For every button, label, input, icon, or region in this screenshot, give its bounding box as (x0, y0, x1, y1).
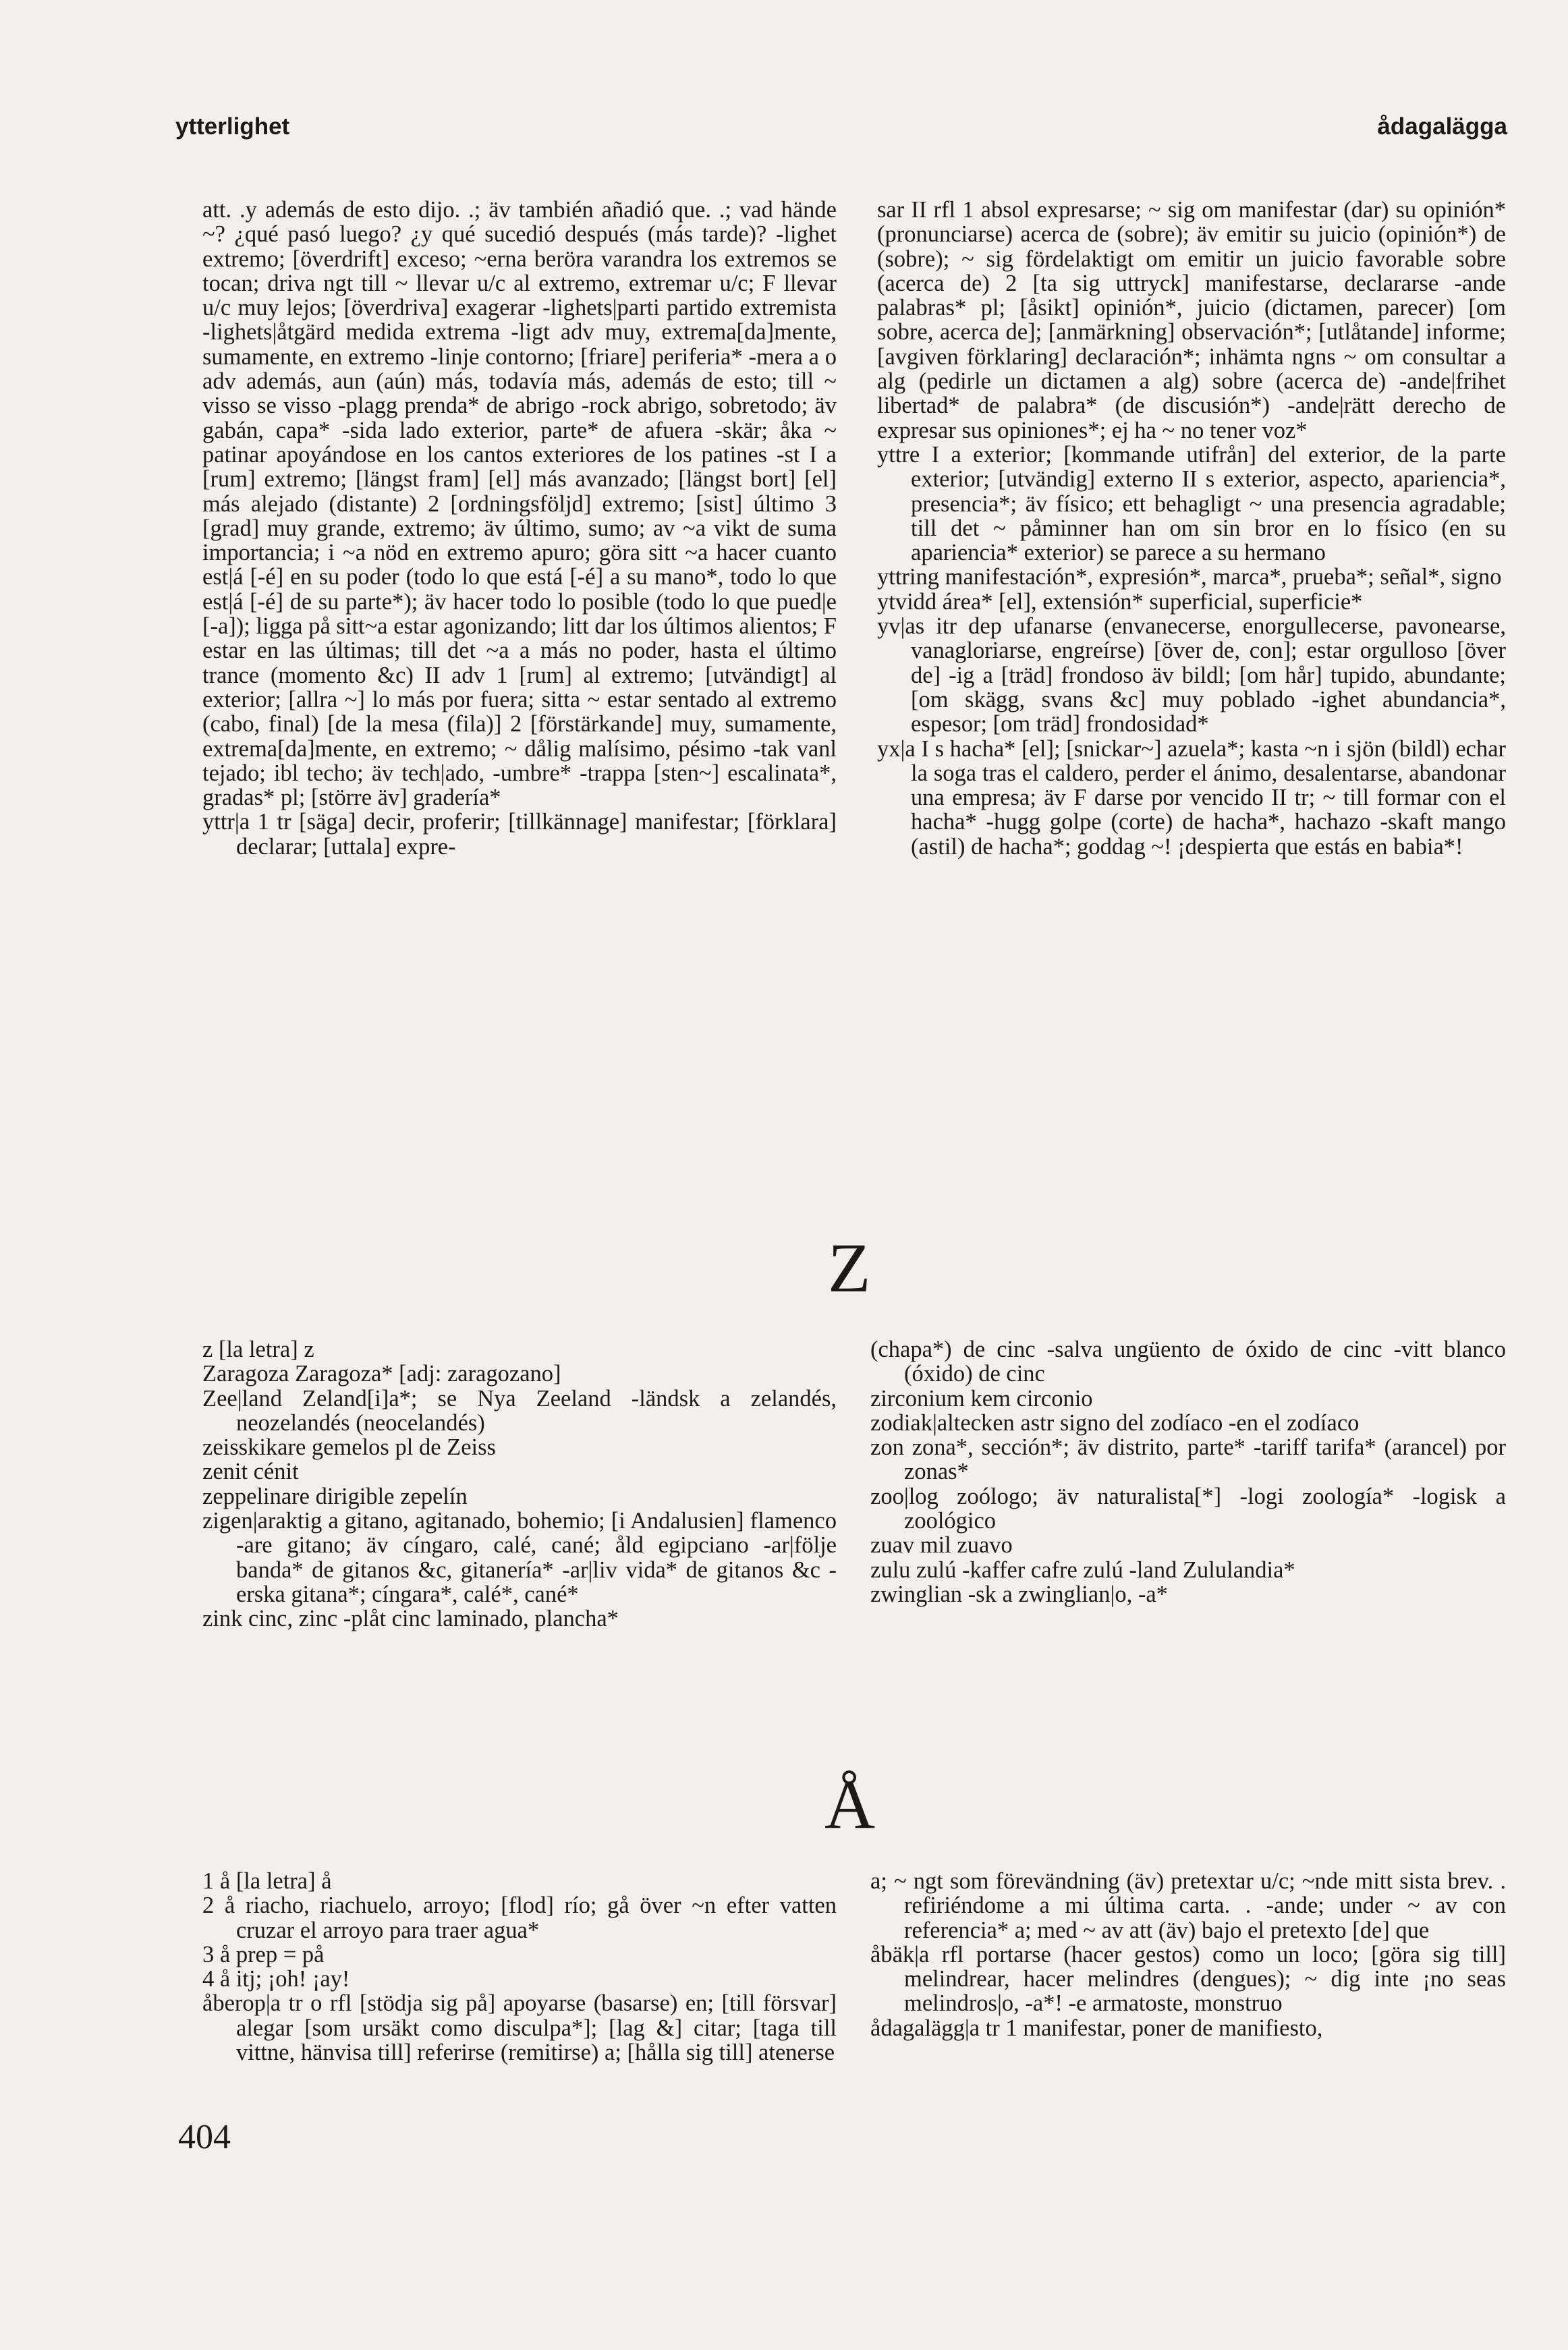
entry-ytvidd: ytvidd área* [el], extensión* superficial, superficie* (877, 588, 1363, 615)
entry-adagalagga: ådagalägg|a tr 1 manifestar, poner de manifiesto, (870, 2015, 1323, 2041)
entry-yttra-cont: sar II rfl 1 absol expresarse; ~ sig om manifestar (dar) su opinión* (pronunciarse) acerca de (sobre); äv emitir su juicio (opinión*) de (sobre); ~ sig fördelaktigt om emitir un juicio favorable sobre (acerca de) 2 [ta sig uttryck] manifestarse, declararse -ande palabras* pl; [åsikt] opinión*, juicio (dictamen, parecer) [om sobre, acerca de]; [anmärkning] observación*; [utlåtande] informe; [avgiven förklaring] declaración*; inhämta ngns ~ om consultar a alg (pedirle un dictamen a alg) sobre (acerca de) -ande|frihet libertad* de palabra* (de discusión*) -ande|rätt derecho de expresar sus opiniones*; ej ha ~ no tener voz* (877, 197, 1506, 443)
entry-yttra: yttr|a 1 tr [säga] decir, proferir; [tillkännage] manifestar; [förklara] declarar; [uttala] expre- (202, 809, 837, 860)
entry-zirconium: zirconium kem circonio (870, 1385, 1093, 1411)
entry-abaka: åbäk|a rfl portarse (hacer gestos) como un loco; [göra sig till] melindrear, hacer melindres (dengues); ~ dig inte ¡no seas melindros|o, -a*! -e armatoste, monstruo (870, 1941, 1506, 2017)
column-right-y (877, 198, 1506, 859)
entry-zink-cont: (chapa*) de cinc -salva ungüento de óxido de cinc -vitt blanco (óxido) de cinc (870, 1337, 1506, 1387)
entry-aberopa: åberop|a tr o rfl [stödja sig på] apoyarse (basarse) en; [till försvar] alegar [som ursäkt como disculpa*]; [lag &] citar; [taga till vittne, hänvisa till] referirse (remitirse) a; [hålla sig till] atenerse (202, 1990, 837, 2066)
entry-z: z [la letra] z (202, 1337, 314, 1362)
column-left-z (202, 1337, 837, 1631)
entry-4-a: 4 å itj; ¡oh! ¡ay! (202, 1966, 350, 1992)
section-letter-a-ring: Å (824, 1766, 876, 1843)
entry-zuav: zuav mil zuavo (870, 1532, 1013, 1559)
column-left-y (202, 198, 837, 859)
entry-zaragoza: Zaragoza Zaragoza* [adj: zaragozano] (202, 1361, 561, 1387)
entry-zeppelinare: zeppelinare dirigible zepelín (202, 1483, 468, 1509)
entry-zon: zon zona*, sección*; äv distrito, parte* -tariff tarifa* (arancel) por zonas* (870, 1434, 1506, 1485)
running-head-right: ådagalägga (1377, 113, 1507, 140)
entry-zwinglian: zwinglian -sk a zwinglian|o, -a* (870, 1581, 1168, 1607)
entry-zeisskikare: zeisskikare gemelos pl de Zeiss (202, 1434, 496, 1461)
entry-zulu: zulu zulú -kaffer cafre zulú -land Zululandia* (870, 1557, 1295, 1583)
entry-zeeland: Zee|land Zeland[i]a*; se Nya Zeeland -ländsk a zelandés, neozelandés (neocelandés) (202, 1385, 837, 1436)
column-right-z (870, 1337, 1506, 1606)
entry-zodiak: zodiak|altecken astr signo del zodíaco -en el zodíaco (870, 1409, 1360, 1436)
column-right-a-ring (870, 1869, 1506, 2040)
entry-zoolog: zoo|log zoólogo; äv naturalista[*] -logi zoología* -logisk a zoológico (870, 1483, 1506, 1534)
entry-zigenare: zigen|araktig a gitano, agitanado, bohemio; [i Andalusien] flamenco -are gitano; äv cíngaro, calé, cané; åld egipciano -ar|följe banda* de gitanos &c, gitanería* -ar|liv vida* de gitanos &c -erska gitana*; cíngara*, calé*, cané* (202, 1508, 837, 1607)
entry-yttring: yttring manifestación*, expresión*, marca*, prueba*; señal*, signo (877, 564, 1502, 590)
entry-yttre: yttre I a exterior; [kommande utifrån] del exterior, de la parte exterior; [utvändig] externo II s exterior, aspecto, apariencia*, presencia*; äv físico; ett behagligt ~ una presencia agradable; till det ~ påminner han om sin bror en lo físico (en su apariencia* exterior) se parece a su hermano (877, 441, 1506, 566)
entry-yvas: yv|as itr dep ufanarse (envanecerse, enorgullecerse, pavonearse, vanagloriarse, engreírse) [över de, con]; estar orgulloso [över de] -ig a [träd] frondoso äv bildl; [om hår] tupido, abundante; [om skägg, svans &c] muy poblado -ighet abundancia*, espesor; [om träd] frondosidad* (877, 613, 1506, 737)
entry-3-a: 3 å prep = på (202, 1941, 325, 1967)
entry-yxa: yx|a I s hacha* [el]; [snickar~] azuela*; kasta ~n i sjön (bildl) echar la soga tras el caldero, perder el ánimo, desalentarse, abandonar una empresa; äv F darse por vencido II tr; ~ till formar con el hacha* -hugg golpe (corte) de hacha*, hachazo -skaft mango (astil) de hacha*; goddag ~! ¡despierta que estás en babia*! (877, 735, 1506, 860)
entry-1-a: 1 å [la letra] å (202, 1868, 332, 1894)
entry-2-a: 2 å riacho, riachuelo, arroyo; [flod] río; gå över ~n efter vatten cruzar el arroyo para traer agua* (202, 1893, 837, 1943)
column-left-a-ring (202, 1869, 837, 2065)
entry-aberopa-cont: a; ~ ngt som förevändning (äv) pretextar u/c; ~nde mitt sista brev. . refiriéndome a mi última carta. . -ande; under ~ av con referencia* a; med ~ av att (äv) bajo el pretexto [de] que (870, 1868, 1506, 1943)
running-head-left: ytterlighet (175, 113, 290, 140)
entry-ytterlighet: att. .y además de esto dijo. .; äv también añadió que. .; vad hände ~? ¿qué pasó luego? ¿y qué sucedió después (más tarde)? -lighet extremo; [överdrift] exceso; ~erna beröra varandra los extremos se tocan; driva ngt till ~ llevar u/c al extremo, extremar u/c; F llevar u/c muy lejos; [överdriva] exagerar -lighets|parti partido extremista -lighets|åtgärd medida extrema -ligt adv muy, extrema[da]mente, sumamente, en extremo -linje contorno; [friare] periferia* -mera a o adv además, aun (aún) más, todavía más, además de esto; till ~ visso se visso -plagg prenda* de abrigo -rock abrigo, sobretodo; äv gabán, capa* -sida lado exterior, parte* de afuera -skär; åka ~ patinar apoyándose en los cantos exteriores de los patines -st I a [rum] extremo; [längst fram] [el] más avanzado; [längst bort] [el] más alejado (distante) 2 [ordningsföljd] extremo; [sist] último 3 [grad] muy grande, extremo; äv último, sumo; av ~a vikt de suma importancia; i ~a nöd en extremo apuro; göra sitt ~a hacer cuanto est|á [-é] en su poder (todo lo que está [-é] a su mano*, todo lo que est|á [-é] de su parte*); äv hacer todo lo posible (todo lo que pued|e [-a]); ligga på sitt~a estar agonizando; litt dar los últimos alientos; F estar en las últimas; till det ~a a más no poder, hasta el último trance (momento &c) II adv 1 [rum] al extremo; [utvändigt] al exterior; [allra ~] lo más por fuera; sitta ~ estar sentado al extremo (cabo, final) [de la mesa (fila)] 2 [förstärkande] muy, sumamente, extrema[da]mente, en extremo; ~ dålig malísimo, pésimo -tak vanl tejado; ibl techo; äv tech|ado, -umbre* -trappa [sten~] escalinata*, gradas* pl; [större äv] gradería* (202, 197, 837, 811)
section-letter-z: Z (828, 1229, 871, 1307)
page-number: 404 (178, 2118, 231, 2156)
entry-zink: zink cinc, zinc -plåt cinc laminado, plancha* (202, 1606, 619, 1632)
entry-zenit: zenit cénit (202, 1459, 299, 1485)
